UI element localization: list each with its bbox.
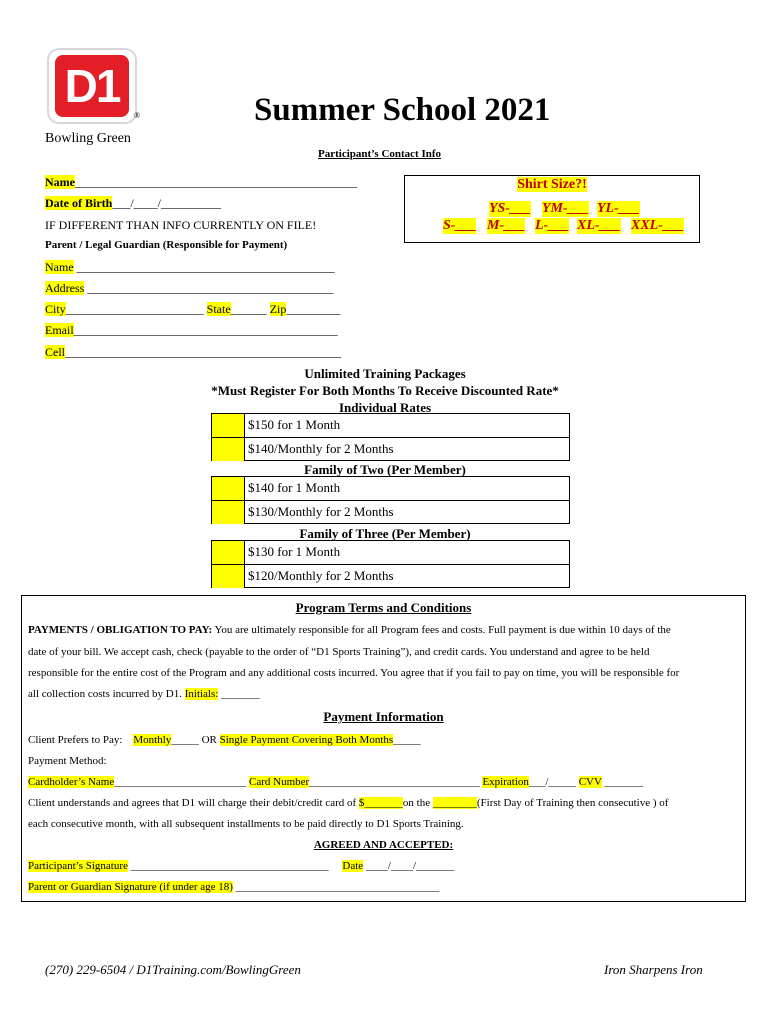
terms-line-2: date of your bill. We accept cash, check (payable to the order of “D1 Sports Training”), and credit cards. You understand and agree to be held [28, 646, 650, 658]
terms-line-4[interactable] [28, 688, 260, 700]
terms-text-4: all collection costs incurred by D1. [28, 688, 182, 700]
pay-preference-row[interactable] [28, 734, 421, 746]
participant-signature-row[interactable] [28, 860, 455, 872]
size-m[interactable]: M-___ [487, 218, 526, 233]
registered-mark: ® [134, 111, 141, 120]
terms-title: Program Terms and Conditions [295, 600, 472, 615]
single-payment-option[interactable]: Single Payment Covering Both Months [219, 734, 394, 746]
terms-line-3: responsible for the entire cost of the Program and any additional costs incurred. You agree that if you fail to pay on time, you will be responsible for [28, 667, 680, 679]
shirt-size-box[interactable] [404, 175, 700, 243]
package-option[interactable] [212, 541, 569, 564]
city-label: City [45, 302, 66, 316]
shirt-size-title: Shirt Size?! [517, 177, 587, 192]
package-option[interactable] [212, 564, 569, 588]
charge-mid: on the [402, 797, 431, 809]
cell-label: Cell [45, 345, 65, 359]
d1-logo [47, 48, 137, 124]
size-ys[interactable]: YS-___ [489, 201, 531, 216]
or-text: OR [201, 734, 217, 746]
charge-date[interactable]: ________ [432, 797, 477, 809]
date-line: ____/____/_______ [363, 860, 455, 872]
terms-box [21, 595, 746, 902]
contact-info-heading: Participant’s Contact Info [318, 148, 442, 160]
package-label: $120/Monthly for 2 Months [248, 568, 394, 583]
monthly-option[interactable]: Monthly [133, 734, 172, 746]
cell-field[interactable] [45, 345, 341, 360]
charge-agreement-line[interactable] [28, 797, 668, 809]
guardian-name-label: Name [45, 260, 74, 274]
dob-label: Date of Birth [45, 196, 113, 210]
info-notice: IF DIFFERENT THAN INFO CURRENTLY ON FILE! [45, 218, 317, 232]
package-checkbox[interactable] [212, 438, 245, 461]
dob-line: ___/____/__________ [112, 196, 221, 210]
package-label: $130/Monthly for 2 Months [248, 504, 394, 519]
charge-post: (First Day of Training then consecutive ) of [476, 797, 669, 809]
package-box-individual [211, 413, 570, 461]
cell-line: ______________________________________________ [65, 345, 341, 359]
package-checkbox[interactable] [212, 501, 245, 524]
payment-info-title: Payment Information [323, 709, 444, 724]
location: Bowling Green [45, 131, 131, 146]
footer-motto: Iron Sharpens Iron [604, 962, 703, 977]
email-line: ____________________________________________ [73, 323, 338, 337]
participant-name-field[interactable] [45, 175, 357, 190]
email-label: Email [45, 323, 74, 337]
package-option[interactable] [212, 437, 569, 461]
terms-text-1: You are ultimately responsible for all Program fees and costs. Full payment is due within 10 days of the [214, 624, 671, 636]
email-field[interactable] [45, 323, 338, 338]
size-yl[interactable]: YL-___ [597, 201, 640, 216]
charge-amount[interactable]: $_______ [358, 797, 403, 809]
size-s[interactable]: S-___ [443, 218, 477, 233]
address-line: _________________________________________ [84, 281, 334, 295]
single-line: _____ [393, 734, 421, 746]
payments-label: PAYMENTS / OBLIGATION TO PAY: [28, 624, 213, 636]
participant-name-line: _______________________________________________ [75, 175, 357, 189]
package-label: $140/Monthly for 2 Months [248, 441, 394, 456]
group-title-family-three: Family of Three (Per Member) [299, 526, 471, 541]
package-label: $140 for 1 Month [248, 480, 341, 495]
zip-line: _________ [286, 302, 341, 316]
state-line: ______ [230, 302, 267, 316]
monthly-line: _____ [171, 734, 199, 746]
footer-contact: (270) 229-6504 / D1Training.com/BowlingGreen [45, 962, 301, 977]
logo-text: D1 [55, 55, 129, 117]
package-checkbox[interactable] [212, 414, 245, 437]
address-field[interactable] [45, 281, 333, 296]
guardian-name-line: ___________________________________________ [73, 260, 335, 274]
participant-name-label: Name [45, 175, 75, 189]
package-checkbox[interactable] [212, 541, 245, 564]
participant-signature-line: ____________________________________ [127, 860, 329, 872]
agreed-accepted: AGREED AND ACCEPTED: [313, 839, 454, 851]
packages-subheading: *Must Register For Both Months To Receive Discounted Rate* [211, 383, 559, 398]
package-checkbox[interactable] [212, 565, 245, 588]
guardian-signature-line: _____________________________________ [232, 881, 440, 893]
package-label: $150 for 1 Month [248, 417, 341, 432]
state-label: State [206, 302, 231, 316]
size-xl[interactable]: XL-___ [577, 218, 621, 233]
card-details-row[interactable] [28, 776, 643, 788]
charge-pre: Client understands and agrees that D1 will charge their debit/credit card of [28, 797, 357, 809]
package-option[interactable] [212, 500, 569, 524]
package-checkbox[interactable] [212, 477, 245, 500]
package-option[interactable] [212, 477, 569, 500]
charge-agreement-line-2: each consecutive month, with all subsequent installments to be paid directly to D1 Sports Training. [28, 818, 464, 830]
initials-line: _______ [218, 688, 260, 700]
address-label: Address [45, 281, 85, 295]
guardian-heading: Parent / Legal Guardian (Responsible for Payment) [45, 239, 288, 251]
city-line: _______________________ [65, 302, 204, 316]
page-title: Summer School 2021 [254, 92, 551, 128]
expiration-label: Expiration [482, 776, 529, 788]
initials-label: Initials: [184, 688, 219, 700]
guardian-signature-row[interactable] [28, 881, 439, 893]
zip-label: Zip [269, 302, 287, 316]
cardholder-label: Cardholder’s Name [28, 776, 115, 788]
packages-heading: Unlimited Training Packages [304, 366, 466, 381]
group-title-individual: Individual Rates [338, 400, 432, 415]
guardian-signature-label: Parent or Guardian Signature (if under age 18) [28, 881, 233, 893]
group-title-family-two: Family of Two (Per Member) [304, 462, 466, 477]
card-number-label: Card Number [249, 776, 310, 788]
terms-line-1 [28, 624, 671, 636]
expiration-line: ___/_____ [528, 776, 576, 788]
date-label: Date [342, 860, 364, 872]
package-box-family-two [211, 476, 570, 524]
cardholder-line: ________________________ [114, 776, 247, 788]
size-ym[interactable]: YM-___ [542, 201, 589, 216]
payment-method-label: Payment Method: [28, 755, 107, 767]
package-option[interactable] [212, 414, 569, 437]
participant-signature-label: Participant’s Signature [28, 860, 128, 872]
dob-field[interactable] [45, 196, 221, 211]
guardian-name-field[interactable] [45, 260, 335, 275]
size-l[interactable]: L-___ [535, 218, 570, 233]
card-number-line: _______________________________ [309, 776, 480, 788]
prefers-label: Client Prefers to Pay: [28, 734, 123, 746]
cvv-label: CVV [578, 776, 602, 788]
city-state-zip-field[interactable] [45, 302, 340, 317]
size-xxl[interactable]: XXL-___ [631, 218, 684, 233]
cvv-line: _______ [601, 776, 643, 788]
package-box-family-three [211, 540, 570, 588]
package-label: $130 for 1 Month [248, 544, 341, 559]
